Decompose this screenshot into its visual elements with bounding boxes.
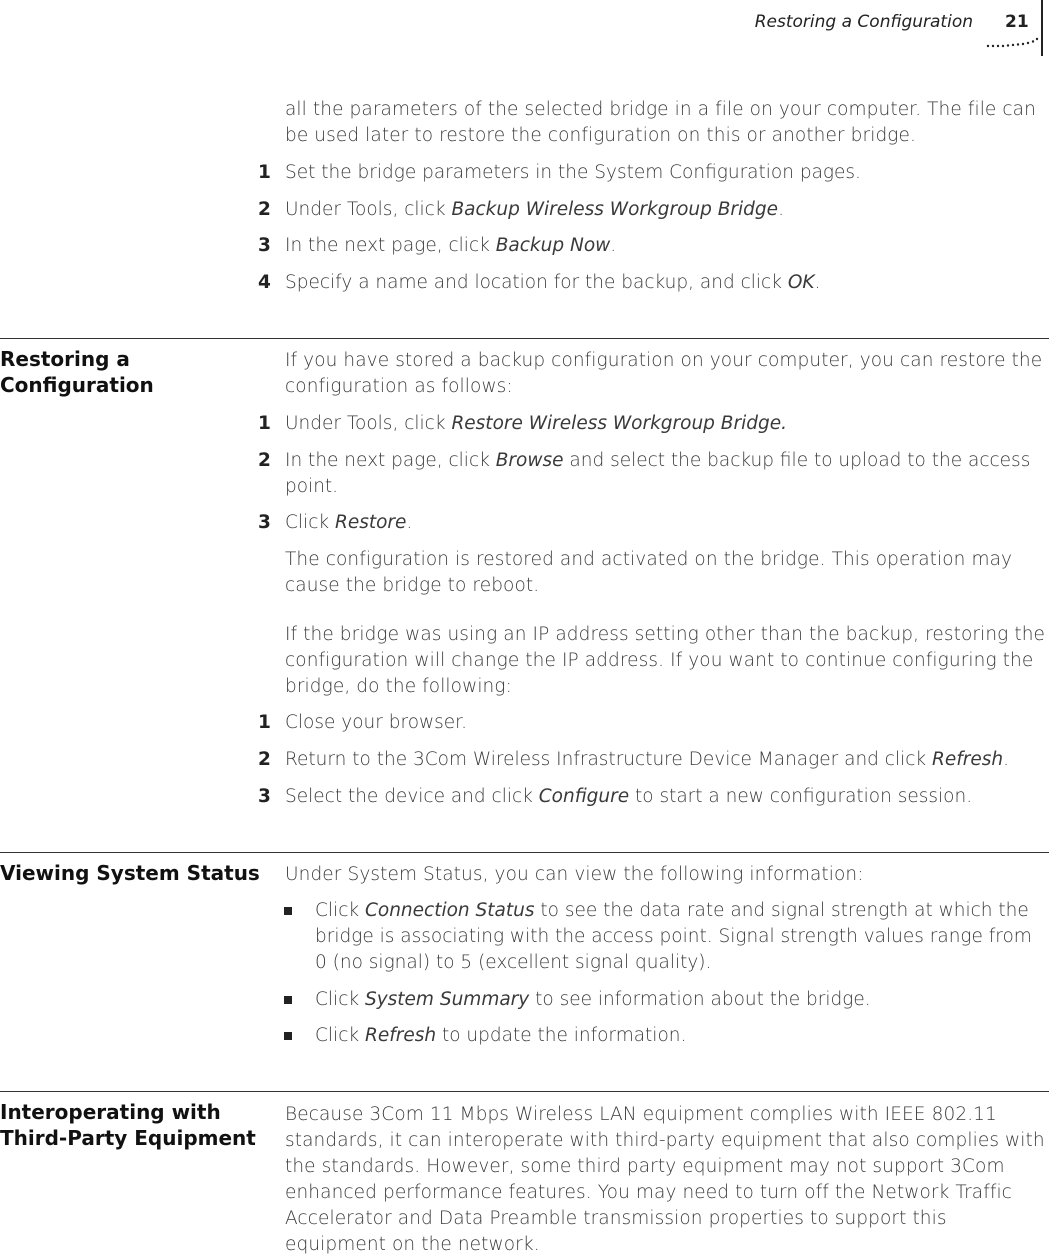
step-text: Under Tools, click [285,199,452,220]
section-divider [0,338,1049,339]
step-number: 3 [258,512,271,533]
restoring-result: The configuration is restored and activated on the bridge. This operation may cause the bridge to reboot. [285,549,1013,596]
restoring-intro: If you have stored a backup configuration on your computer, you can restore the configuration as follows: [285,350,1043,397]
section-heading-viewing: Viewing System Status [0,861,260,885]
step-number: 2 [258,199,271,220]
bullet-text-end: to see the data rate and signal strength at which the bridge is associating with the access point. Signal strength values range from 0 (no signal) to 5 (excellent signal quality). [315,900,1032,973]
bullet-emphasis: Refresh [364,1025,437,1046]
step-emphasis: Restore [334,512,407,533]
step-number: 3 [258,786,271,807]
step-text-end: . [406,512,413,533]
step-text: In the next page, click [285,235,496,256]
step-emphasis: Backup Wireless Workgroup Bridge [451,199,779,220]
bullet-text-end: to see information about the bridge. [529,989,871,1010]
bullet-text-end: to update the information. [436,1025,687,1046]
bullet-text: Click [315,1025,365,1046]
section-heading-restoring: Restoring a Configuration [0,347,154,397]
header-dot-ornament [986,34,1042,52]
viewing-intro: Under System Status, you can view the following information: [285,864,864,885]
step-number: 2 [258,450,271,471]
step-text: In the next page, click [285,450,496,471]
bullet-text: Click [315,900,365,921]
step-emphasis: Backup Now [495,235,611,256]
step-emphasis: Restore Wireless Workgroup Bridge. [451,413,787,434]
step-number: 1 [258,712,271,733]
interop-paragraph: Because 3Com 11 Mbps Wireless LAN equipment complies with IEEE 802.11 standards, it can interoperate with third-party equipment that also complies with the standards. However, some third party equipment may not support 3Com enhanced performance features. You may need to turn off the Network Traffic Accelerator and Data Preamble transmission properties to support this equipment on the network. [285,1104,1045,1255]
step-number: 2 [258,749,271,770]
bullet-text: Click [315,989,365,1010]
section-divider [0,852,1049,853]
page-number: 21 [1005,12,1029,32]
step-emphasis: Refresh [932,749,1004,770]
step-text: Click [285,512,335,533]
bullet-square-icon [284,907,292,915]
step-text: Specify a name and location for the backup, and click [285,272,788,293]
step-text: Select the device and click [285,786,539,807]
bullet-emphasis: System Summary [364,989,530,1010]
section-heading-interop: Interoperating with Third-Party Equipment [0,1100,256,1150]
step-text-end: . [814,272,821,293]
step-text-end: and select the backup file to upload to the access point. [285,450,1031,497]
step-number: 3 [258,235,271,256]
bullet-square-icon [284,1032,292,1040]
step-text: Under Tools, click [285,413,452,434]
step-text-end: . [610,235,617,256]
restoring-note: If the bridge was using an IP address setting other than the backup, restoring the configuration will change the IP address. If you want to continue configuring the bridge, do the following: [285,624,1046,697]
step-number: 4 [258,272,271,293]
intro-paragraph: all the parameters of the selected bridge in a file on your computer. The file can be used later to restore the configuration on this or another bridge. [285,99,1036,146]
step-text: Set the bridge parameters in the System Configuration pages. [285,162,861,183]
section-divider [0,1091,1049,1092]
step-text-end: . [778,199,784,220]
step-text: Close your browser. [285,712,467,733]
bullet-square-icon [284,996,292,1004]
running-header-title: Restoring a Configuration [754,12,973,32]
step-emphasis: OK [787,272,815,293]
step-text-end: to start a new configuration session. [629,786,973,807]
step-text-end: . [1003,749,1010,770]
step-text: Return to the 3Com Wireless Infrastructure Device Manager and click [285,749,933,770]
step-emphasis: Browse [495,450,564,471]
step-number: 1 [258,162,271,183]
bullet-emphasis: Connection Status [364,900,535,921]
step-emphasis: Configure [538,786,630,807]
step-number: 1 [258,413,271,434]
